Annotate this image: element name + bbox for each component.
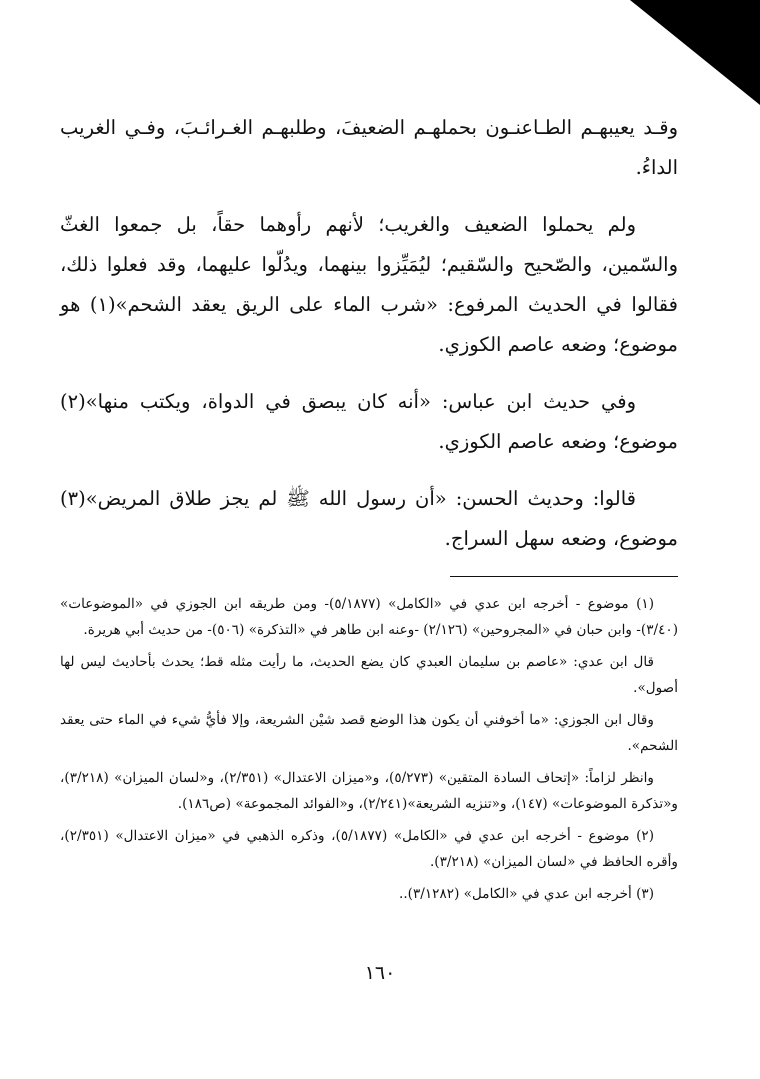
- footnote: وانظر لزاماً: «إتحاف السادة المتقين» (٥/٢٧٣)، و«ميزان الاعتدال» (٢/٣٥١)، و«لسان الميزان» (٣/٢١٨)، و«تذكرة الموضوعات» (١٤٧)، و«تنزيه الشريعة»(٢/٢٤١)، و«الفوائد المجموعة» (ص١٨٦).: [60, 770, 678, 812]
- footnote: (٣) أخرجه ابن عدي في «الكامل» (٣/١٢٨٢)..: [399, 886, 654, 902]
- footnote: (١) موضوع - أخرجه ابن عدي في «الكامل» (٥/١٨٧٧)- ومن طريقه ابن الجوزي في «الموضوعات» (٣/٤٠)- وابن حبان في «المجروحين» (٢/١٢٦) -وعنه ابن طاهر في «التذكرة» (٥٠٦)- من حديث أبي هريرة.: [60, 596, 678, 638]
- body-paragraph: قالوا: وحديث الحسن: «أن رسول الله ﷺ لم يجز طلاق المريض»(٣) موضوع، وضعه سهل السراج.: [60, 487, 678, 550]
- body-paragraph: وقـد يعيبهـم الطـاعنـون بحملهـم الضعيفَ، وطلبهـم الغـرائـبَ، وفـي الغريب الداءُ.: [60, 116, 678, 179]
- footnote: قال ابن عدي: «عاصم بن سليمان العبدي كان يضع الحديث، ما رأيت مثله قط؛ يحدث بأحاديث ليس لها أصول».: [60, 654, 678, 696]
- page-number: ١٦٠: [364, 962, 396, 984]
- body-paragraph: ولم يحملوا الضعيف والغريب؛ لأنهم رأوهما حقاً، بل جمعوا الغثّ والسّمين، والصّحيح والسّقيم؛ ليُمَيِّزوا بينهما، ويدُلّوا عليهما، وقد فعلوا ذلك، فقالوا في الحديث المرفوع: «شرب الماء على الريق يعقد الشحم»(١) هو موضوع؛ وضعه عاصم الكوزي.: [60, 213, 678, 356]
- footnote: (٢) موضوع - أخرجه ابن عدي في «الكامل» (٥/١٨٧٧)، وذكره الذهبي في «ميزان الاعتدال» (٢/٣٥١)، وأقره الحافظ في «لسان الميزان» (٣/٢١٨).: [60, 828, 678, 870]
- page-corner-shadow: [630, 0, 760, 105]
- footnote-separator: [450, 576, 678, 577]
- footnote: وقال ابن الجوزي: «ما أخوفني أن يكون هذا الوضع قصد شيْن الشريعة، وإلا فأيُّ شيء في الماء حتى يعقد الشحم».: [60, 712, 678, 754]
- body-paragraph: وفي حديث ابن عباس: «أنه كان يبصق في الدواة، ويكتب منها»(٢) موضوع؛ وضعه عاصم الكوزي.: [60, 390, 678, 453]
- book-page: [60, 108, 678, 913]
